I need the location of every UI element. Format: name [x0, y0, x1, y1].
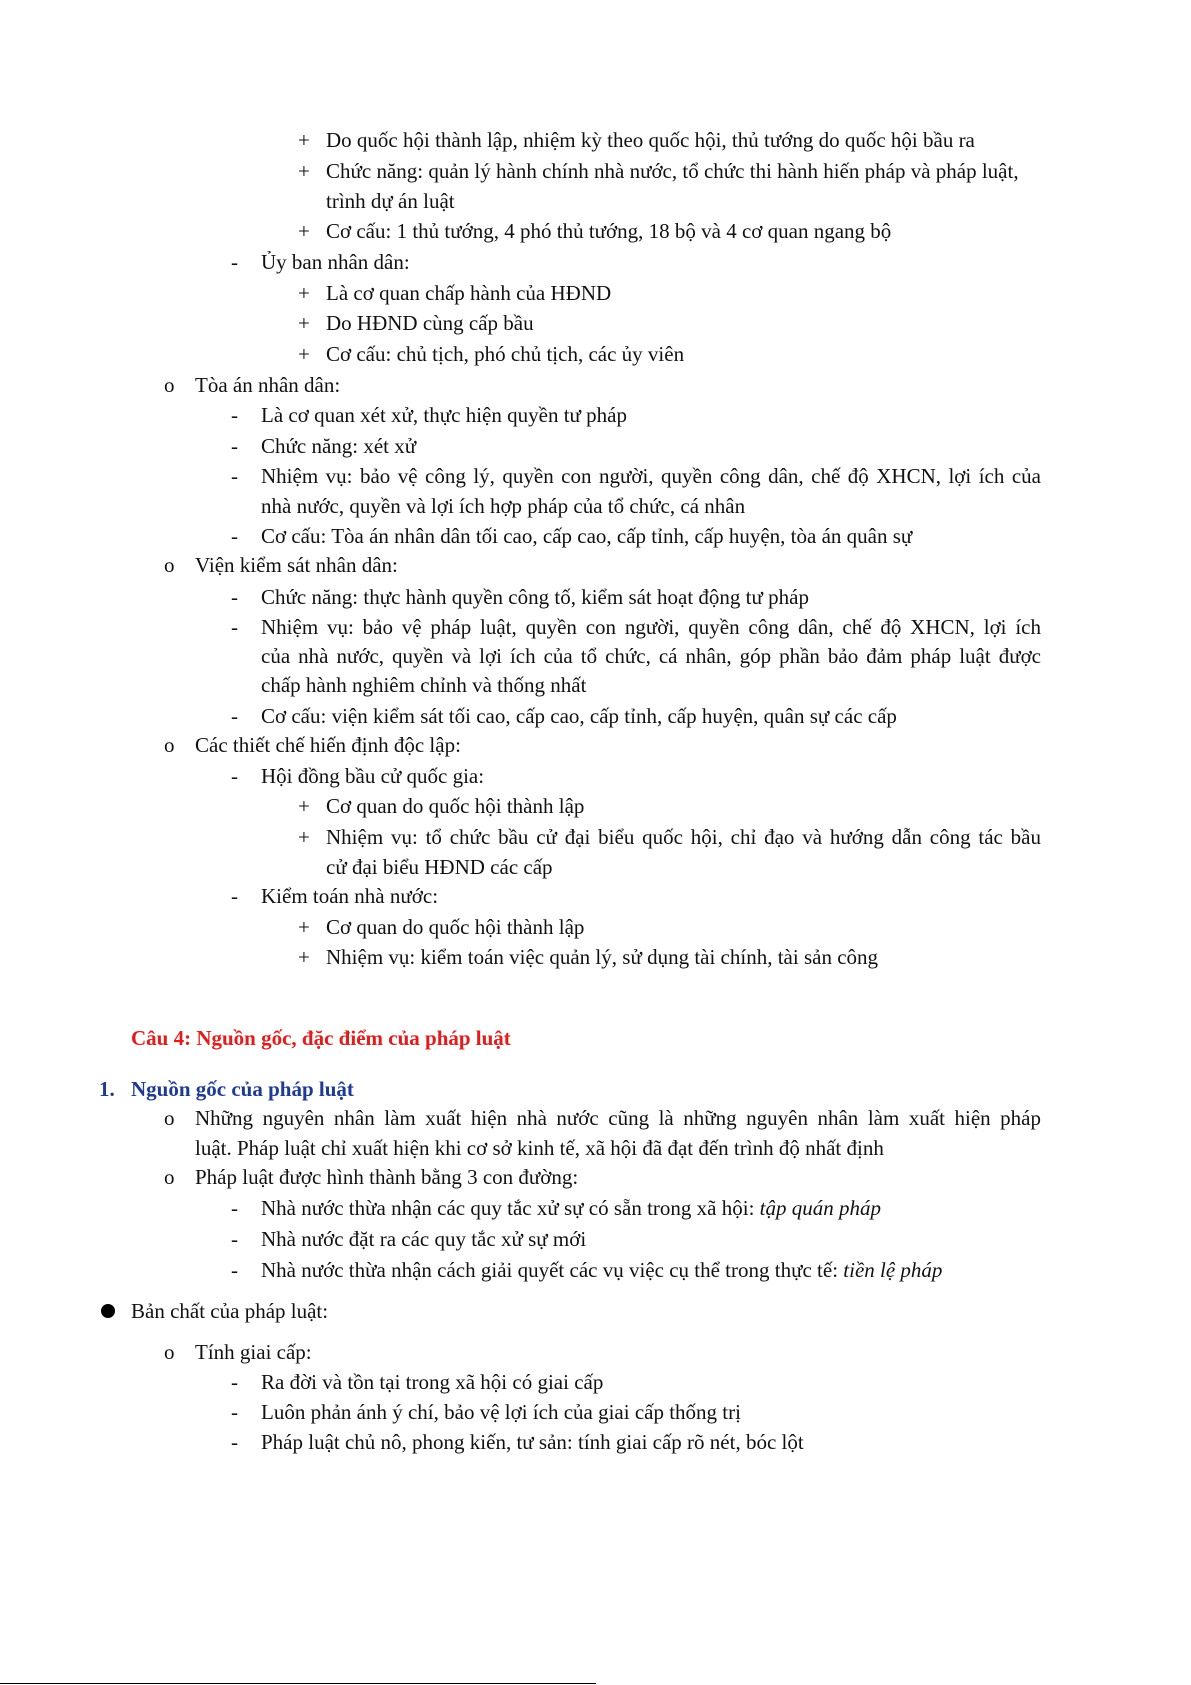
dash-marker: - — [231, 1258, 238, 1282]
list-item: Pháp luật được hình thành bằng 3 con đường: — [195, 1165, 579, 1189]
list-item-continuation: nhà nước, quyền và lợi ích hợp pháp của tổ chức, cá nhân — [261, 494, 746, 518]
dash-marker: - — [231, 1227, 238, 1251]
plus-marker: + — [298, 342, 310, 366]
circle-marker: o — [164, 553, 175, 577]
dash-marker: - — [231, 464, 238, 488]
list-item: Cơ cấu: viện kiểm sát tối cao, cấp cao, cấp tỉnh, cấp huyện, quân sự các cấp — [261, 704, 897, 728]
list-item: Tòa án nhân dân: — [195, 373, 341, 397]
list-item: Chức năng: quản lý hành chính nhà nước, tổ chức thi hành hiến pháp và pháp luật, — [326, 159, 1019, 183]
plus-marker: + — [298, 915, 310, 939]
dash-marker: - — [231, 1196, 238, 1220]
list-item: Cơ quan do quốc hội thành lập — [326, 915, 585, 939]
list-item-continuation: chấp hành nghiêm chỉnh và thống nhất — [261, 673, 587, 697]
list-item: Là cơ quan chấp hành của HĐND — [326, 281, 612, 305]
list-item — [261, 1193, 881, 1223]
section-heading: Nguồn gốc của pháp luật — [131, 1077, 354, 1101]
dash-marker: - — [231, 764, 238, 788]
circle-marker: o — [164, 1340, 175, 1364]
list-item: Nhiệm vụ: tổ chức bầu cử đại biểu quốc hội, chỉ đạo và hướng dẫn công tác bầu — [326, 825, 1041, 849]
list-item: Nhiệm vụ: bảo vệ pháp luật, quyền con người, quyền công dân, chế độ XHCN, lợi ích — [261, 615, 1041, 639]
dash-marker: - — [231, 434, 238, 458]
dash-marker: - — [231, 250, 238, 274]
list-item — [261, 1255, 942, 1285]
list-item: Là cơ quan xét xử, thực hiện quyền tư pháp — [261, 403, 627, 427]
list-item: Cơ cấu: chủ tịch, phó chủ tịch, các ủy viên — [326, 342, 685, 366]
list-item: Viện kiểm sát nhân dân: — [195, 553, 398, 577]
plus-marker: + — [298, 128, 310, 152]
list-item-text: Nhà nước thừa nhận các quy tắc xử sự có sẵn trong xã hội: — [261, 1196, 760, 1220]
circle-marker: o — [164, 373, 175, 397]
list-item-continuation: luật. Pháp luật chỉ xuất hiện khi cơ sở kinh tế, xã hội đã đạt đến trình độ nhất định — [195, 1136, 884, 1160]
dash-marker: - — [231, 585, 238, 609]
list-item: Kiểm toán nhà nước: — [261, 884, 439, 908]
plus-marker: + — [298, 825, 310, 849]
list-item: Bản chất của pháp luật: — [131, 1299, 329, 1323]
bullet-dot — [101, 1304, 115, 1318]
list-item: Chức năng: thực hành quyền công tố, kiểm sát hoạt động tư pháp — [261, 585, 809, 609]
list-item-continuation: trình dự án luật — [326, 189, 455, 213]
dash-marker: - — [231, 615, 238, 639]
plus-marker: + — [298, 281, 310, 305]
list-item: Các thiết chế hiến định độc lập: — [195, 733, 461, 757]
circle-marker: o — [164, 733, 175, 757]
list-item: Chức năng: xét xử — [261, 434, 417, 458]
dash-marker: - — [231, 524, 238, 548]
italic-term: tiền lệ pháp — [843, 1258, 943, 1282]
list-item: Những nguyên nhân làm xuất hiện nhà nước cũng là những nguyên nhân làm xuất hiện pháp — [195, 1106, 1041, 1130]
list-item: Do HĐND cùng cấp bầu — [326, 311, 534, 335]
list-item: Cơ cấu: Tòa án nhân dân tối cao, cấp cao, cấp tỉnh, cấp huyện, tòa án quân sự — [261, 524, 913, 548]
list-item: Tính giai cấp: — [195, 1340, 312, 1364]
list-item-text: Nhà nước thừa nhận cách giải quyết các vụ việc cụ thể trong thực tế: — [261, 1258, 844, 1282]
circle-marker: o — [164, 1165, 175, 1189]
circle-marker: o — [164, 1106, 175, 1130]
plus-marker: + — [298, 311, 310, 335]
dash-marker: - — [231, 403, 238, 427]
dash-marker: - — [231, 1430, 238, 1454]
list-item: Nhiệm vụ: kiểm toán việc quản lý, sử dụng tài chính, tài sản công — [326, 945, 879, 969]
italic-term: tập quán pháp — [759, 1196, 882, 1220]
list-item: Nhà nước đặt ra các quy tắc xử sự mới — [261, 1227, 587, 1251]
plus-marker: + — [298, 159, 310, 183]
list-item: Cơ cấu: 1 thủ tướng, 4 phó thủ tướng, 18 bộ và 4 cơ quan ngang bộ — [326, 219, 892, 243]
list-item: Cơ quan do quốc hội thành lập — [326, 794, 585, 818]
dash-marker: - — [231, 704, 238, 728]
list-item: Luôn phản ánh ý chí, bảo vệ lợi ích của giai cấp thống trị — [261, 1400, 741, 1424]
list-item: Hội đồng bầu cử quốc gia: — [261, 764, 485, 788]
dash-marker: - — [231, 1400, 238, 1424]
list-item: Ủy ban nhân dân: — [261, 250, 410, 274]
dash-marker: - — [231, 1370, 238, 1394]
list-item-continuation: của nhà nước, quyền và lợi ích của tổ chức, cá nhân, góp phần bảo đảm pháp luật được — [261, 644, 1041, 668]
plus-marker: + — [298, 219, 310, 243]
question-heading: Câu 4: Nguồn gốc, đặc điểm của pháp luật — [131, 1026, 511, 1050]
plus-marker: + — [298, 945, 310, 969]
list-item-continuation: cử đại biểu HĐND các cấp — [326, 855, 553, 879]
footer-rule — [0, 1683, 596, 1684]
plus-marker: + — [298, 794, 310, 818]
list-item: Nhiệm vụ: bảo vệ công lý, quyền con người, quyền công dân, chế độ XHCN, lợi ích của — [261, 464, 1041, 488]
dash-marker: - — [231, 884, 238, 908]
list-item: Pháp luật chủ nô, phong kiến, tư sản: tính giai cấp rõ nét, bóc lột — [261, 1430, 804, 1454]
list-item: Ra đời và tồn tại trong xã hội có giai cấp — [261, 1370, 604, 1394]
list-item: Do quốc hội thành lập, nhiệm kỳ theo quốc hội, thủ tướng do quốc hội bầu ra — [326, 128, 975, 152]
section-number: 1. — [99, 1077, 115, 1101]
